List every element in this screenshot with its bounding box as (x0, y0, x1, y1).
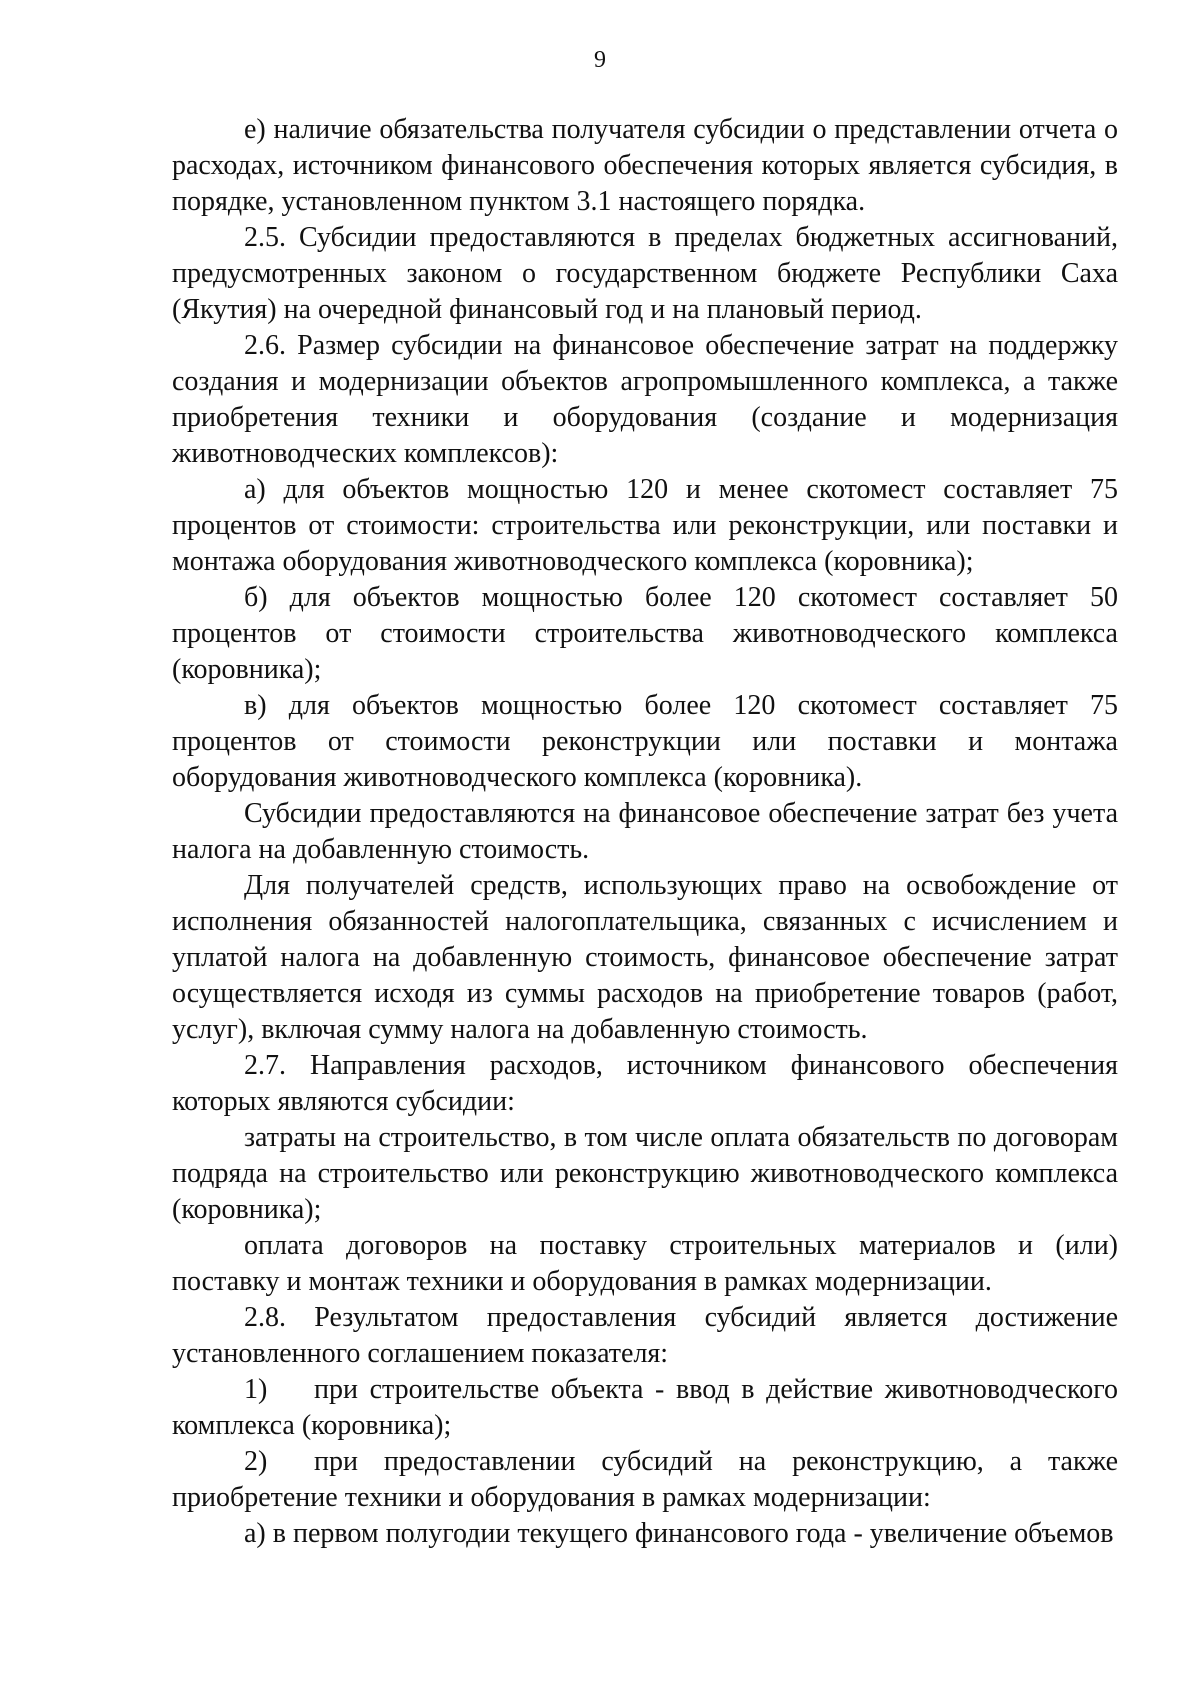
document-body (172, 112, 1118, 1552)
paragraph-vat-exempt-recipients: Для получателей средств, использующих право на освобождение от исполнения обязанностей налогоплательщика, связанных с исчислением и уплатой налога на добавленную стоимость, финансовое обеспечение затрат осуществляется исходя из суммы расходов на приобретение товаров (работ, услуг), включая сумму налога на добавленную стоимость. (172, 870, 1118, 1045)
numbered-item-2 (172, 1444, 1118, 1516)
numbered-item-text: при строительстве объекта - ввод в действие животноводческого комплекса (коровника); (172, 1374, 1118, 1441)
numbered-item-label: 2) (244, 1446, 268, 1477)
paragraph-e-report-obligation: е) наличие обязательства получателя субсидии о представлении отчета о расходах, источником финансового обеспечения которых является субсидия, в порядке, установленном пунктом 3.1 настоящего порядка. (172, 114, 1118, 217)
paragraph-2-6-subsidy-size: 2.6. Размер субсидии на финансовое обеспечение затрат на поддержку создания и модернизации объектов агропромышленного комплекса, а также приобретения техники и оборудования (создание и модернизация животноводческих комплексов): (172, 330, 1118, 469)
paragraph-2-8-result-indicator: 2.8. Результатом предоставления субсидий является достижение установленного соглашением показателя: (172, 1302, 1118, 1369)
paragraph-first-half-year: а) в первом полугодии текущего финансового года - увеличение объемов (244, 1518, 1114, 1549)
numbered-item-label: 1) (244, 1374, 268, 1405)
paragraph-construction-costs: затраты на строительство, в том числе оплата обязательств по договорам подряда на строительство или реконструкцию животноводческого комплекса (коровника); (172, 1122, 1118, 1225)
paragraph-b-capacity-over-120-construction: б) для объектов мощностью более 120 скотомест составляет 50 процентов от стоимости строительства животноводческого комплекса (коровника); (172, 582, 1118, 685)
paragraph-a-capacity-120-or-less: а) для объектов мощностью 120 и менее скотомест составляет 75 процентов от стоимости: строительства или реконструкции, или поставки и монтажа оборудования животноводческого комплекса (коровника); (172, 474, 1118, 577)
page-number: 9 (594, 47, 606, 73)
numbered-item-text: при предоставлении субсидий на реконструкцию, а также приобретение техники и оборудования в рамках модернизации: (172, 1446, 1118, 1513)
paragraph-v-capacity-over-120-reconstruction: в) для объектов мощностью более 120 скотомест составляет 75 процентов от стоимости реконструкции или поставки и монтажа оборудования животноводческого комплекса (коровника). (172, 690, 1118, 793)
numbered-item-1 (172, 1372, 1118, 1444)
paragraph-2-5-budget-limits: 2.5. Субсидии предоставляются в пределах бюджетных ассигнований, предусмотренных законом о государственном бюджете Республики Саха (Якутия) на очередной финансовый год и на плановый период. (172, 222, 1118, 325)
paragraph-2-7-expense-directions: 2.7. Направления расходов, источником финансового обеспечения которых являются субсидии: (172, 1050, 1118, 1117)
paragraph-supply-contracts: оплата договоров на поставку строительных материалов и (или) поставку и монтаж техники и оборудования в рамках модернизации. (172, 1230, 1118, 1297)
paragraph-vat-excluded: Субсидии предоставляются на финансовое обеспечение затрат без учета налога на добавленную стоимость. (172, 798, 1118, 865)
